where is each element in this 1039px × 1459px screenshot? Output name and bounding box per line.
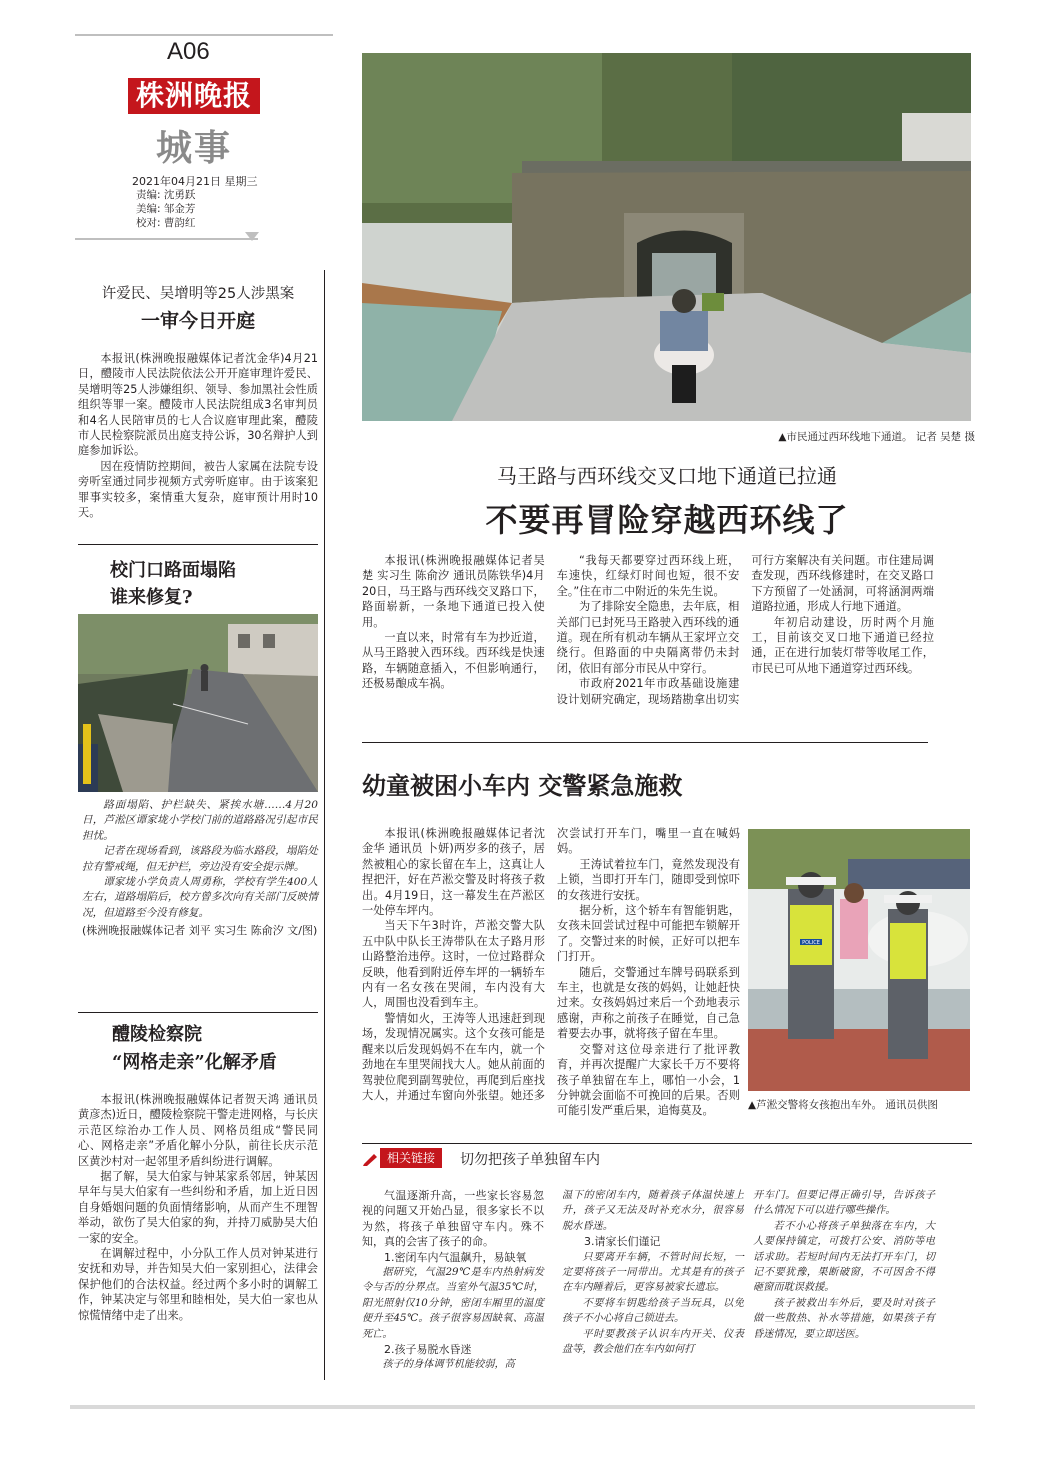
police-rescue-illustration (748, 829, 970, 1091)
paragraph: 一直以来，时常有车为抄近道，从马王路驶入西环线。西环线是快速路，车辆随意插入，不但影响通行，还极易酿成车祸。 (362, 631, 545, 691)
related-paragraph: 孩子的身体调节机能较弱，高 (382, 1359, 515, 1371)
editor-credit: 责编: 沈勇跃 (136, 189, 196, 201)
article-kicker: 许爱民、吴增明等25人涉黑案 (101, 286, 295, 302)
article-byline: (株洲晚报融媒体记者 刘平 实习生 陈俞汐 文/图) (82, 924, 318, 938)
related-paragraph: 孩子被救出车外后，要及时对孩子做一些散热、补水等措施，如果孩子有昏迷情况，要立即送医。 (753, 1297, 935, 1340)
paragraph: 因在疫情防控期间，被告人家属在法院专设旁听室通过同步视频方式旁听庭审。由于该案犯罪事实较多，案情重大复杂，庭审预计用时10天。 (78, 459, 318, 520)
related-column-3 (753, 1188, 935, 1342)
related-paragraph: 平时要教孩子认识车内开关、仪表盘等，教会他们在车内如何打 (562, 1328, 744, 1356)
related-paragraph: 若不小心将孩子单独落在车内，大人要保持镇定，可拨打公安、消防等电话求助。若短时间内无法打开车门，切记不要犹豫，果断破窗，不可因舍不得砸窗而耽误救援。 (753, 1220, 935, 1294)
tunnel-photo-caption: ▲市民通过西环线地下通道。 记者 吴楚 摄 (778, 431, 975, 443)
issue-date: 2021年04月21日 星期三 (132, 175, 258, 188)
related-column-1 (362, 1188, 544, 1373)
school-road-photo (78, 614, 318, 792)
paragraph: 交警对这位母亲进行了批评教育，并再次提醒广大家长千万不要将孩子单独留在车上，哪怕一小会，1分钟就会面临不可挽回的后果。否则可能引发严重后果，追悔莫及。 (557, 1042, 740, 1118)
article-body (78, 1092, 318, 1323)
article-divider (362, 742, 928, 743)
designer-credit: 美编: 邹金芳 (136, 203, 196, 215)
paragraph: 记者在现场看到，该路段为临水路段，塌陷处拉有警戒绳，但无护栏，旁边没有安全提示牌。 (82, 845, 318, 873)
related-divider (362, 1143, 972, 1144)
article-headline: 幼童被困小车内 交警紧急施救 (362, 771, 683, 800)
related-column-2 (562, 1188, 744, 1357)
related-paragraph: 温下的密闭车内，随着孩子体温快速上升，孩子又无法及时补充水分，很容易脱水昏迷。 (562, 1190, 744, 1232)
masthead-arrow-icon (245, 232, 259, 241)
article-tunnel-body (362, 553, 934, 731)
masthead-top-rule (75, 34, 333, 36)
related-subhead: 3.请家长们谨记 (584, 1235, 661, 1249)
article-divider (78, 1012, 318, 1013)
related-paragraph: 据研究，气温29℃是车内热射病发令与否的分界点。当室外气温35℃时，阳光照射仅10分钟，密闭车厢里的温度便升至45℃。孩子很容易因缺氧、高温死亡。 (362, 1267, 544, 1340)
masthead-bottom-rule (75, 238, 258, 240)
related-body (362, 1188, 972, 1384)
related-paragraph: 开车门。但要记得正确引导，告诉孩子什么情况下可以进行哪些操作。 (753, 1190, 935, 1217)
article-road-collapse-body (82, 798, 318, 939)
related-pen-icon (362, 1151, 378, 1165)
article-headline-line2: “网格走亲”化解矛盾 (112, 1052, 277, 1073)
paragraph: 本报讯(株洲晚报融媒体记者沈金华 通讯员 卜妍)两岁多的孩子，居然被粗心的家长留在车上，这真让人捏把汗，好在芦淞交警及时将孩子救出。4月19日，这一幕发生在芦淞区一处停车坪内。 (362, 827, 545, 918)
article-headline: 校门口路面塌陷 (110, 560, 236, 581)
related-subhead: 2.孩子易脱水昏迷 (384, 1343, 472, 1357)
article-body (82, 798, 318, 921)
article-divider (78, 544, 318, 545)
paragraph: 本报讯(株洲晚报融媒体记者沈金华)4月21日，醴陵市人民法院依法公开开庭审理许爱民、吴增明等25人涉嫌组织、领导、参加黑社会性质组织等罪一案。醴陵市人民法院组成3名审判员和4名人民陪审员的七人合议庭审理此案，醴陵市人民检察院派员出庭支持公诉，30名辩护人到庭参加诉讼。 (78, 352, 318, 458)
article-headline-line2: 谁来修复? (110, 587, 193, 608)
police-vest-label: POLICE (802, 940, 820, 946)
paragraph: 市政府2021年市政基础设施建设计划研究确定，现场踏勘拿出切实可行方案解决有关问题。市住建局调查发现，西环线修建时，在交叉路口下方预留了一处涵洞，可将涵洞两端道路拉通，形成人行地下通道。 (556, 554, 934, 706)
paragraph: 据了解，吴大伯家与钟某家系邻居，钟某因早年与吴大伯家有一些纠纷和矛盾，加上近日因自身婚姻问题的负面情绪影响，从而产生不理智举动，欲伤了吴大伯家的狗，并持刀威胁吴大伯一家的安全。 (78, 1170, 318, 1245)
paragraph: 本报讯(株洲晚报融媒体记者贺天鸿 通讯员 黄彦杰)近日，醴陵检察院干警走进网格，与长庆示范区综治办工作人员、网格员组成“警民同心、网格走亲”矛盾化解小分队，前往长庆示范区黄沙村对一起邻里矛盾纠纷进行调解。 (78, 1093, 318, 1168)
police-rescue-photo (748, 829, 970, 1091)
article-headline: 一审今日开庭 (140, 310, 255, 332)
paragraph: 据分析，这个轿车有智能钥匙，女孩未回尝试过程中可能把车锁解开了。交警过来的时候，正好可以把车门打开。 (557, 904, 740, 964)
paragraph: 随后，交警通过车牌号码联系到车主，也就是女孩的妈妈，让她赶快过来。女孩妈妈过来后一个劲地表示感谢，声称之前孩子在睡觉，自己急着要去办事，就将孩子留在车里。 (557, 965, 740, 1041)
paragraph: 当天下午3时许，芦淞交警大队五中队中队长王涛带队在太子路月形山路整治违停。这时，一位过路群众反映，他看到附近停车坪的一辆轿车内有一名女孩在哭闹，车内没有大人，周围也没看到车主。 (362, 919, 545, 1010)
paragraph: 年初启动建设，历时两个月施工，目前该交叉口地下通道已经拉通，正在进行加装灯带等收尾工作，市民已可从地下通道穿过西环线。 (751, 615, 934, 675)
article-rescue-body (362, 826, 740, 1126)
article-tunnel (362, 460, 972, 541)
paragraph: “我每天都要穿过西环线上班，车速快，红绿灯时间也短，很不安全。”住在市二中附近的朱先生说。 (556, 554, 740, 598)
masthead (70, 28, 335, 258)
footer-rule (70, 1405, 975, 1409)
related-paragraph: 不要将车钥匙给孩子当玩具，以免孩子不小心将自己锁进去。 (562, 1297, 744, 1325)
tunnel-illustration (362, 53, 971, 421)
paragraph: 为了排除安全隐患，去年底，相关部门已封死马王路驶入西环线的通道。现在所有机动车辆从王家坪立交绕行。但路面的中央隔离带仍未封闭，依旧有部分市民从中穿行。 (556, 600, 740, 675)
paragraph: 本报讯(株洲晚报融媒体记者吴楚 实习生 陈俞汐 通讯员陈铁华)4月20日，马王路与西环线交叉路口下，路面崭新，一条地下通道已投入使用。 (362, 554, 545, 629)
paragraph: 谭家垅小学负责人周勇称，学校有学生400人左右，道路塌陷后，校方曾多次向有关部门反映情况，但道路至今没有修复。 (82, 876, 318, 919)
related-paragraph: 只要离开车辆，不管时间长短，一定要将孩子一同带出。尤其是有的孩子在车内睡着后，更容易被家长遗忘。 (562, 1251, 744, 1294)
article-kicker: 马王路与西环线交叉口地下通道已拉通 (497, 464, 837, 488)
article-procuratorate (78, 1020, 318, 1323)
paragraph: 在调解过程中，小分队工作人员对钟某进行安抚和劝导，并告知吴大伯一家别担心，法律会保护他们的合法权益。经过两个多小时的调解工作，钟某决定与邻里和睦相处，吴大伯一家也从惊慌情绪中走了出来。 (78, 1247, 318, 1322)
section-name: 城事 (156, 127, 233, 169)
related-subhead: 1.密闭车内气温飙升，易缺氧 (384, 1250, 527, 1264)
left-column-divider (324, 270, 325, 1380)
article-court-case (78, 282, 318, 520)
tunnel-photo (362, 53, 971, 421)
paper-logo: 株洲晚报 (128, 78, 260, 114)
related-title: 切勿把孩子单独留车内 (460, 1152, 600, 1168)
page-number: A06 (167, 38, 210, 65)
paragraph: 王涛试着拉车门，竟然发现没有上锁，当即打开车门，随即受到惊吓的女孩进行安抚。 (557, 857, 740, 902)
proofreader-credit: 校对: 曹韵红 (136, 217, 196, 229)
police-photo-caption: ▲芦淞交警将女孩抱出车外。 通讯员供图 (748, 1099, 938, 1111)
article-road-collapse (78, 556, 318, 609)
paragraph: 路面塌陷、护栏缺失、紧挨水塘……4月20日，芦淞区谭家垅小学校门前的道路路况引起市民担忧。 (82, 799, 318, 842)
related-paragraph: 气温逐渐升高，一些家长容易忽视的问题又开始凸显，很多家长不以为然，将孩子单独留守车内。殊不知，真的会害了孩子的命。 (362, 1189, 544, 1249)
school-road-illustration (78, 614, 318, 792)
related-badge: 相关链接 (380, 1148, 442, 1168)
article-body (78, 351, 318, 520)
paragraph: 警情如火，王涛等人迅速赶到现场，发现情况属实。这个女孩可能是醒来以后发现妈妈不在车内，就一个劲地在车里哭闹找大人。她从前面的驾驶位爬到副驾驶位，再爬到后座找大人，并通过车窗向外张望。她还多次尝试打开车门，嘴里一直在喊妈妈。 (362, 827, 740, 1102)
article-headline: 不要再冒险穿越西环线了 (485, 501, 849, 539)
article-headline: 醴陵检察院 (112, 1024, 202, 1045)
